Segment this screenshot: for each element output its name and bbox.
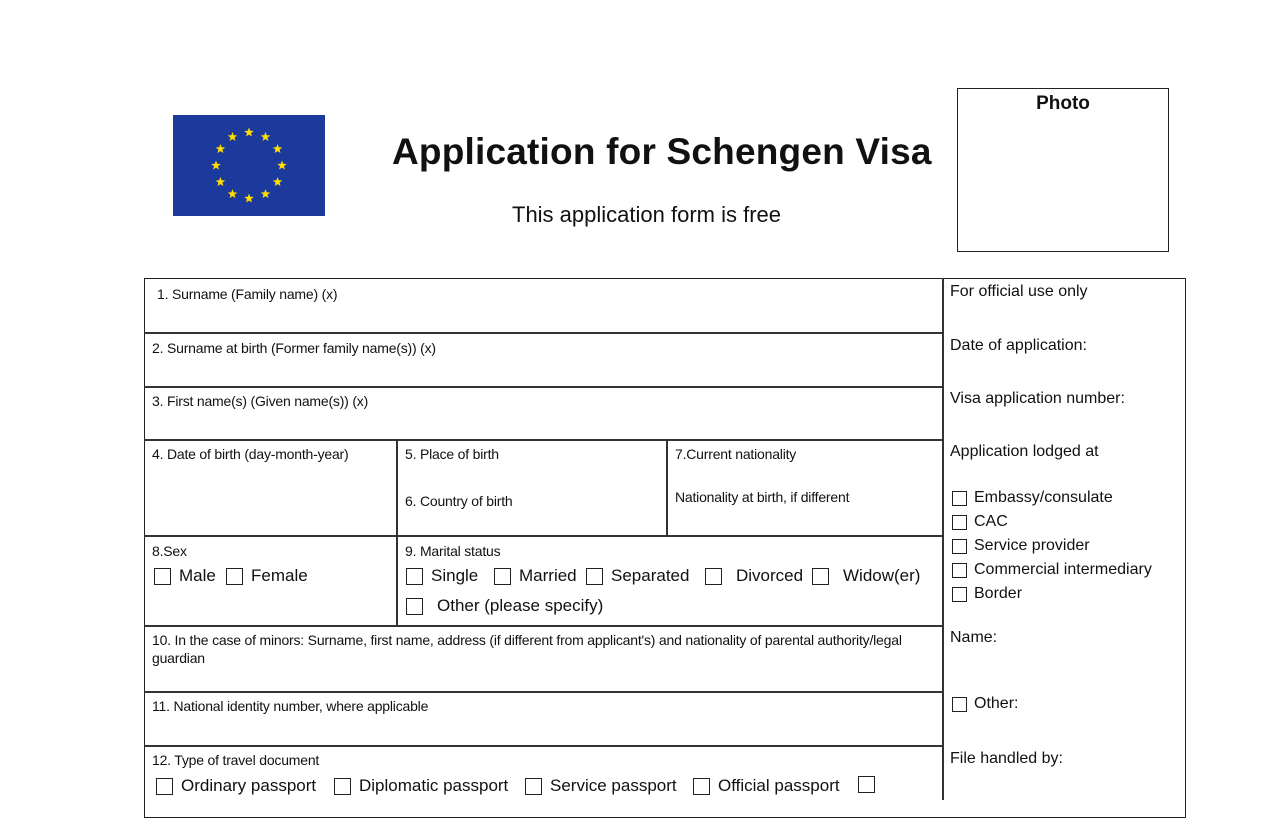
row-divider [144, 439, 943, 441]
sex-option-male[interactable]: Male [154, 566, 216, 586]
marital-option-married[interactable]: Married [494, 566, 577, 586]
column-divider [666, 439, 668, 536]
checkbox[interactable] [705, 568, 722, 585]
marital-option-separated[interactable]: Separated [586, 566, 689, 586]
date-of-birth-field[interactable]: 4. Date of birth (day-month-year) [152, 446, 349, 462]
checkbox[interactable] [952, 563, 967, 578]
marital-status-label: 9. Marital status [405, 543, 501, 559]
application-lodged-label: Application lodged at [950, 443, 1099, 460]
row-divider [144, 691, 943, 693]
national-id-field[interactable]: 11. National identity number, where applicable [152, 698, 429, 714]
travel-doc-official[interactable]: Official passport [693, 776, 840, 796]
file-handled-by-label: File handled by: [950, 750, 1063, 767]
checkbox[interactable] [156, 778, 173, 795]
official-column-divider [942, 278, 944, 800]
checkbox[interactable] [494, 568, 511, 585]
photo-box[interactable] [957, 88, 1169, 252]
row-divider [144, 625, 943, 627]
country-of-birth-field[interactable]: 6. Country of birth [405, 493, 513, 509]
travel-doc-diplomatic[interactable]: Diplomatic passport [334, 776, 508, 796]
checkbox[interactable] [406, 598, 423, 615]
official-other[interactable]: Other: [952, 695, 1018, 713]
lodged-commercial-intermediary[interactable]: Commercial intermediary [952, 561, 1152, 579]
lodged-service-provider[interactable]: Service provider [952, 537, 1090, 555]
travel-doc-service[interactable]: Service passport [525, 776, 677, 796]
date-of-application-label: Date of application: [950, 337, 1087, 354]
page-subtitle: This application form is free [512, 202, 781, 227]
official-name-label: Name: [950, 629, 998, 646]
sex-option-female[interactable]: Female [226, 566, 308, 586]
eu-flag-icon [173, 115, 325, 216]
official-use-heading: For official use only [950, 283, 1088, 300]
nationality-at-birth-field[interactable]: Nationality at birth, if different [675, 489, 850, 505]
lodged-embassy[interactable]: Embassy/consulate [952, 489, 1113, 507]
checkbox[interactable] [812, 568, 829, 585]
row-divider [144, 745, 943, 747]
eu-flag-graphic [173, 115, 325, 216]
lodged-cac[interactable]: CAC [952, 513, 1008, 531]
row-divider [144, 332, 943, 334]
checkbox[interactable] [525, 778, 542, 795]
checkbox[interactable] [952, 491, 967, 506]
visa-application-number-label: Visa application number: [950, 390, 1125, 407]
travel-document-label: 12. Type of travel document [152, 752, 320, 768]
minors-guardian-field[interactable]: 10. In the case of minors: Surname, first name, address (if different from applicant's) and nationality of parental authority/legal guardian [152, 632, 902, 666]
checkbox[interactable] [586, 568, 603, 585]
lodged-border[interactable]: Border [952, 585, 1022, 603]
current-nationality-field[interactable]: 7.Current nationality [675, 446, 797, 462]
checkbox[interactable] [952, 697, 967, 712]
checkbox[interactable] [334, 778, 351, 795]
page-title: Application for Schengen Visa [392, 131, 932, 172]
marital-option-single[interactable]: Single [406, 566, 478, 586]
row-divider [144, 386, 943, 388]
travel-doc-ordinary[interactable]: Ordinary passport [156, 776, 316, 796]
checkbox[interactable] [952, 539, 967, 554]
surname-at-birth-field[interactable]: 2. Surname at birth (Former family name(s)) (x) [152, 340, 436, 356]
marital-option-other[interactable]: Other (please specify) [406, 596, 603, 616]
checkbox[interactable] [858, 776, 875, 793]
checkbox[interactable] [952, 515, 967, 530]
photo-label: Photo [1036, 93, 1090, 114]
surname-field[interactable]: 1. Surname (Family name) (x) [157, 286, 338, 302]
sex-label: 8.Sex [152, 543, 187, 559]
checkbox[interactable] [406, 568, 423, 585]
marital-option-divorced[interactable]: Divorced [705, 566, 803, 586]
checkbox[interactable] [154, 568, 171, 585]
checkbox[interactable] [693, 778, 710, 795]
checkbox[interactable] [226, 568, 243, 585]
marital-option-widower[interactable]: Widow(er) [812, 566, 920, 586]
first-names-field[interactable]: 3. First name(s) (Given name(s)) (x) [152, 393, 369, 409]
travel-doc-more[interactable] [858, 776, 883, 793]
column-divider [396, 439, 398, 626]
checkbox[interactable] [952, 587, 967, 602]
row-divider [144, 535, 943, 537]
place-of-birth-field[interactable]: 5. Place of birth [405, 446, 499, 462]
